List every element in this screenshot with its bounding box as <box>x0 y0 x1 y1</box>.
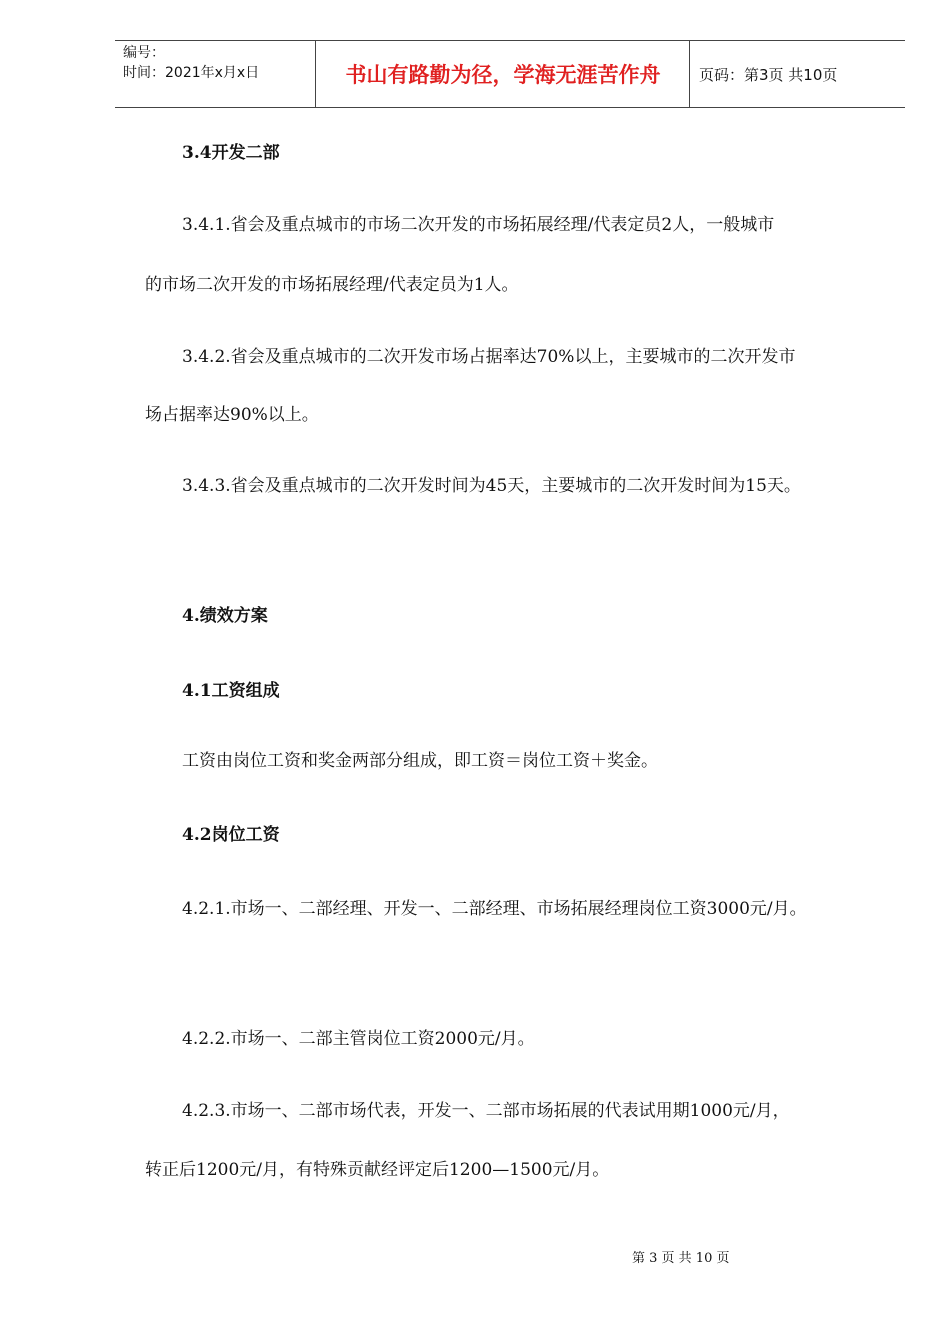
paragraph-3-4-3: 3.4.3.省会及重点城市的二次开发时间为45天，主要城市的二次开发时间为15天。 <box>182 476 801 496</box>
paragraph-4-2-1: 4.2.1.市场一、二部经理、开发一、二部经理、市场拓展经理岗位工资3000元/月。 <box>182 899 807 919</box>
section-4-1-heading: 4.1工资组成 <box>182 681 280 701</box>
header-page-info: 页码：第3页 共10页 <box>699 65 838 84</box>
document-number-label: 编号： <box>123 45 165 61</box>
paragraph-4-2-2: 4.2.2.市场一、二部主管岗位工资2000元/月。 <box>182 1029 535 1049</box>
paragraph-3-4-2-line2: 场占据率达90%以上。 <box>145 405 319 425</box>
page-header <box>115 40 905 108</box>
header-divider <box>689 41 690 107</box>
paragraph-4-1: 工资由岗位工资和奖金两部分组成，即工资＝岗位工资＋奖金。 <box>182 751 658 771</box>
paragraph-3-4-1-line2: 的市场二次开发的市场拓展经理/代表定员为1人。 <box>145 275 519 295</box>
section-3-4-heading: 3.4开发二部 <box>182 143 280 163</box>
paragraph-3-4-1-line1: 3.4.1.省会及重点城市的市场二次开发的市场拓展经理/代表定员2人，一般城市 <box>182 215 775 235</box>
page-footer: 第 3 页 共 10 页 <box>632 1251 730 1266</box>
header-motto: 书山有路勤为径，学海无涯苦作舟 <box>345 63 661 87</box>
section-4-heading: 4.绩效方案 <box>182 606 268 626</box>
paragraph-3-4-2-line1: 3.4.2.省会及重点城市的二次开发市场占据率达70%以上，主要城市的二次开发市 <box>182 347 796 367</box>
document-time-label: 时间：2021年x月x日 <box>123 65 260 81</box>
paragraph-4-2-3-line1: 4.2.3.市场一、二部市场代表，开发一、二部市场拓展的代表试用期1000元/月， <box>182 1101 790 1121</box>
paragraph-4-2-3-line2: 转正后1200元/月，有特殊贡献经评定后1200—1500元/月。 <box>145 1160 610 1180</box>
header-meta <box>123 43 259 83</box>
section-4-2-heading: 4.2岗位工资 <box>182 825 280 845</box>
